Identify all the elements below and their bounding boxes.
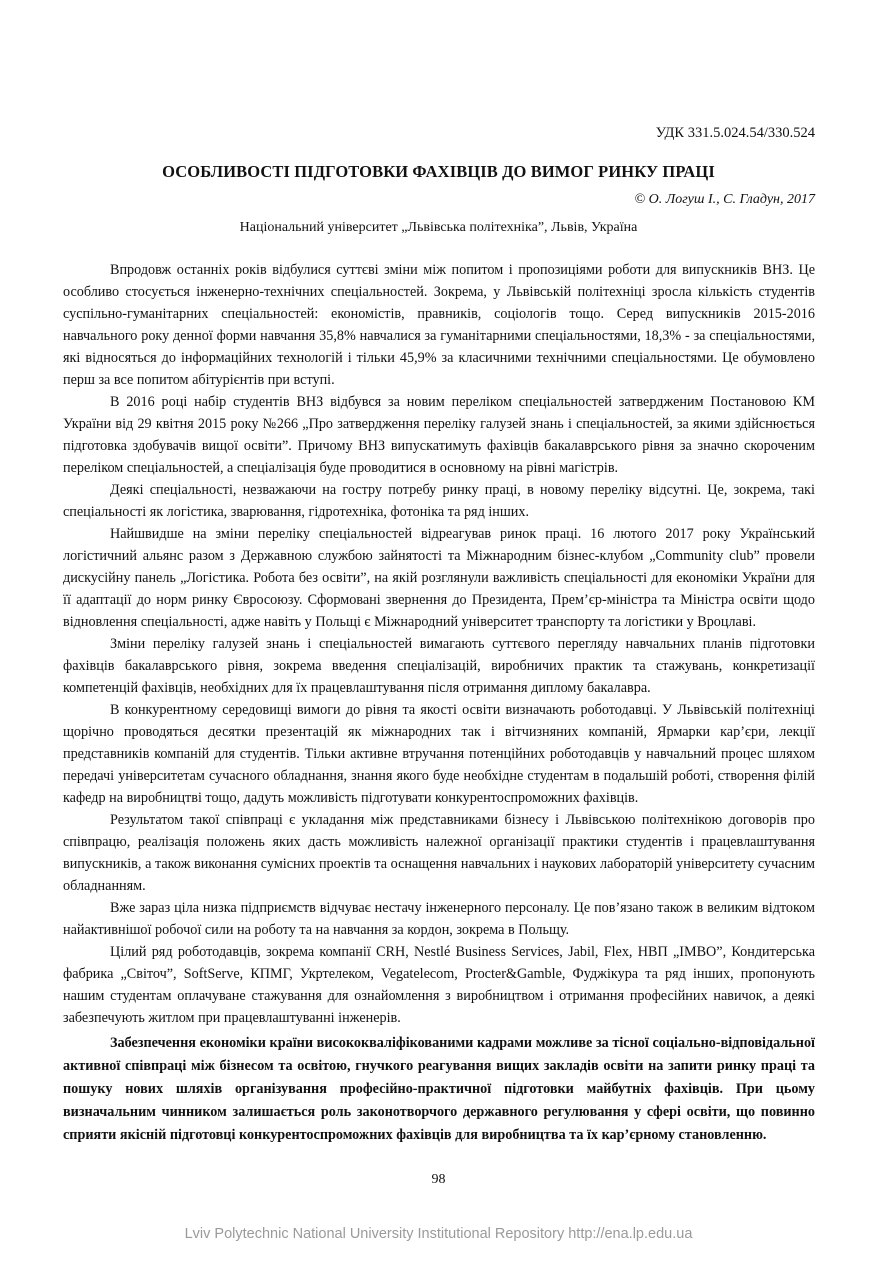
udc-code: УДК 331.5.024.54/330.524 (655, 125, 815, 141)
spacer (0, 1147, 877, 1171)
paragraph: Цілий ряд роботодавців, зокрема компанії CRH, Nestlé Business Services, Jabil, Flex, НВП „IMBO”, Кондитерська фабрика „Світоч”, SoftServe, КПМГ, Укртелеком, Vegatelecom, Procter&Gamble, Фуджікура та ряд інших, пропонують нашим студентам оплачуване стажування для ознайомлення з виробництвом і отримання професійних навичок, а деякі забезпечують житлом при працевлаштуванні інженерів. (63, 944, 815, 1026)
conclusion-paragraph: Забезпечення економіки країни висококваліфікованими кадрами можливе за тісної соціально-відповідальної активної співпраці між бізнесом та освітою, гнучкого реагування вищих закладів освіти на запити ринку праці та пошуку нових шляхів організування професійно-практичної підготовки майбутніх фахівців. При цьому визначальним чинником залишається роль законотворчого державного регулювання у сфері освіти, що повинно сприяти якісній підготовці конкурентоспроможних фахівців для виробництва та їх кар’єрному становленню. (63, 1035, 815, 1143)
paragraph: Зміни переліку галузей знань і спеціальностей вимагають суттєвого перегляду навчальних планів підготовки фахівців бакалаврського рівня, зокрема введення спеціалізацій, виробничих практик та стажувань, конкретизації компетенцій фахівців, необхідних для їх працевлаштування після отримання диплому бакалавра. (63, 636, 815, 696)
article-body (63, 259, 815, 1147)
affiliation: Національний університет „Львівська політехніка”, Львів, Україна (239, 220, 638, 235)
copyright-authors: © О. Логуш І., С. Гладун, 2017 (634, 192, 815, 207)
page-number: 98 (431, 1172, 446, 1187)
paragraph: Найшвидше на зміни переліку спеціальностей відреагував ринок праці. 16 лютого 2017 року Український логістичний альянс разом з Державною службою зайнятості та Міжнародним бізнес-клубом „Community club” провели дискусійну панель „Логістика. Робота без освіти”, на якій розглянули важливість спеціальності для економіки України для її адаптації до норм ринку Євросоюзу. Сформовані звернення до Президента, Прем’єр-міністра та Міністра освіти щодо відновлення спеціальності, адже навіть у Польщі є Міжнародний університет транспорту та логістики у Вроцлаві. (63, 526, 815, 630)
paragraph: В 2016 році набір студентів ВНЗ відбувся за новим переліком спеціальностей затвердженим Постановою КМ України від 29 квітня 2015 року №266 „Про затвердження переліку галузей знань і спеціальностей, за якими здійснюється підготовка здобувачів вищої освіти”. Причому ВНЗ випускатимуть фахівців бакалаврського рівня за значно скороченим переліком спеціальностей, а спеціалізація буде проводитися в основному на рівні магістрів. (63, 394, 815, 476)
paragraph: Результатом такої співпраці є укладання між представниками бізнесу і Львівською політехнікою договорів про співпрацю, реалізація положень яких дасть можливість належної організації практики студентів і працевлаштування випускників, а також виконання сумісних проектів та оснащення навчальних і наукових лабораторій університету сучасним обладнанням. (63, 812, 815, 894)
paragraph: В конкурентному середовищі вимоги до рівня та якості освіти визначають роботодавці. У Львівській політехніці щорічно проводяться десятки презентацій як міжнародних так і вітчизняних компаній, Ярмарки кар’єри, лекції представників компаній для студентів. Тільки активне втручання потенційних роботодавців у навчальний процес шляхом передачі університетам сучасного обладнання, знання якого буде необхідне студентам в подальшій роботі, створення філій кафедр на виробництві тощо, дадуть можливість підготувати конкурентоспроможних фахівців. (63, 702, 815, 806)
paragraph: Впродовж останніх років відбулися суттєві зміни між попитом і пропозиціями роботи для випускників ВНЗ. Це особливо стосується інженерно-технічних спеціальностей. Зокрема, у Львівській політехніці зросла кількість студентів суспільно-гуманітарних спеціальностей: економістів, правників, соціологів тощо. Серед випускників 2015-2016 навчального року денної форми навчання 35,8% навчалися за гуманітарними спеціальностями, 18,3% - за спеціальностями, які відносяться до інформаційних технологій і тільки 45,9% за класичними технічними спеціальностями. Це обумовлено перш за все попитом абітурієнтів при вступі. (63, 262, 815, 388)
paragraph: Вже зараз ціла низка підприємств відчуває нестачу інженерного персоналу. Це пов’язано також в великим відтоком найактивнішої робочої сили на роботу та на навчання за кордон, зокрема в Польщу. (63, 900, 815, 938)
paragraph: Деякі спеціальності, незважаючи на гостру потребу ринку праці, в новому переліку відсутні. Це, зокрема, такі спеціальності як логістика, зварювання, гідротехніка, фотоніка та ряд інших. (63, 482, 815, 520)
article-title: ОСОБЛИВОСТІ ПІДГОТОВКИ ФАХІВЦІВ ДО ВИМОГ РИНКУ ПРАЦІ (162, 162, 715, 181)
repository-footer: Lviv Polytechnic National University Institutional Repository http://ena.lp.edu.ua (184, 1226, 693, 1242)
